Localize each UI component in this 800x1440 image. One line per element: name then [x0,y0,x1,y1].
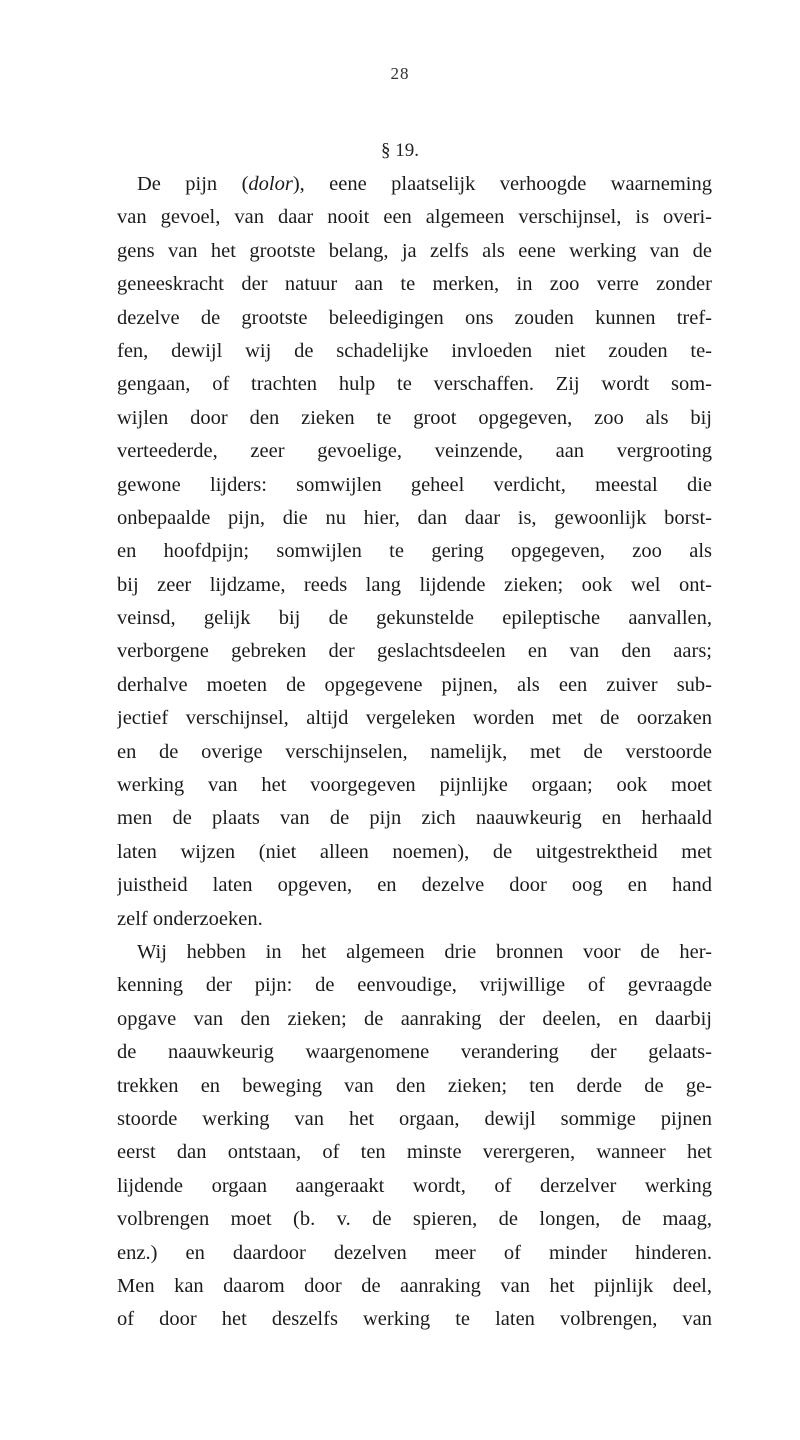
body-text [117,168,712,1337]
text-line: onbepaalde pijn, die nu hier, dan daar is, gewoonlijk borst- [117,506,712,529]
text-line: stoorde werking van het orgaan, dewijl sommige pijnen [117,1107,712,1130]
text-line: werking van het voorgegeven pijnlijke orgaan; ook moet [117,774,712,797]
text-line: fen, dewijl wij de schadelijke invloeden niet zouden te- [117,339,712,362]
text-line: zelf onderzoeken. [117,907,263,930]
section-heading: § 19. [381,140,419,161]
text-line: en de overige verschijnselen, namelijk, met de verstoorde [117,740,712,763]
text-line: jectief verschijnsel, altijd vergeleken worden met de oorzaken [117,707,712,730]
text-line: dezelve de grootste beleedigingen ons zouden kunnen tref- [117,306,712,329]
text-line: van gevoel, van daar nooit een algemeen verschijnsel, is overi- [117,206,712,229]
text-line: lijdende orgaan aangeraakt wordt, of derzelver werking [117,1174,712,1197]
text-line: verteederde, zeer gevoelige, veinzende, aan vergrooting [117,440,712,463]
text-line: gengaan, of trachten hulp te verschaffen. Zij wordt som- [117,373,712,396]
text-line: trekken en beweging van den zieken; ten derde de ge- [117,1074,712,1097]
text-line: Wij hebben in het algemeen drie bronnen voor de her- [137,940,712,963]
text-line: derhalve moeten de opgegevene pijnen, als een zuiver sub- [117,673,712,696]
text-line: laten wijzen (niet alleen noemen), de uitgestrektheid met [117,840,712,863]
text-line: men de plaats van de pijn zich naauwkeurig en herhaald [117,807,712,830]
text-line: gewone lijders: somwijlen geheel verdicht, meestal die [117,473,712,496]
text-line: volbrengen moet (b. v. de spieren, de longen, de maag, [117,1208,712,1231]
text-line: Men kan daarom door de aanraking van het pijnlijk deel, [117,1274,712,1297]
text-line: opgave van den zieken; de aanraking der deelen, en daarbij [117,1007,712,1030]
latin-term: dolor [248,173,293,195]
text-line: en hoofdpijn; somwijlen te gering opgegeven, zoo als [117,540,712,563]
text-line: eerst dan ontstaan, of ten minste verergeren, wanneer het [117,1141,712,1164]
text-line: kenning der pijn: de eenvoudige, vrijwillige of gevraagde [117,974,712,997]
text-line: of door het deszelfs werking te laten volbrengen, van [117,1308,712,1331]
text-line: wijlen door den zieken te groot opgegeven, zoo als bij [117,406,712,429]
text-line: de naauwkeurig waargenomene verandering der gelaats- [117,1041,712,1064]
text-line: enz.) en daardoor dezelven meer of minder hinderen. [117,1241,712,1264]
text-line: juistheid laten opgeven, en dezelve door oog en hand [117,874,712,897]
text-line: verborgene gebreken der geslachtsdeelen en van den aars; [117,640,712,663]
text-line: De pijn (dolor), eene plaatselijk verhoogde waarneming [137,173,712,195]
text-line: veinsd, gelijk bij de gekunstelde epileptische aanvallen, [117,607,712,630]
text-line: geneeskracht der natuur aan te merken, in zoo verre zonder [117,273,712,296]
text-line: bij zeer lijdzame, reeds lang lijdende zieken; ook wel ont- [117,573,712,596]
page-number: 28 [390,64,410,83]
text-line: gens van het grootste belang, ja zelfs als eene werking van de [117,239,712,262]
